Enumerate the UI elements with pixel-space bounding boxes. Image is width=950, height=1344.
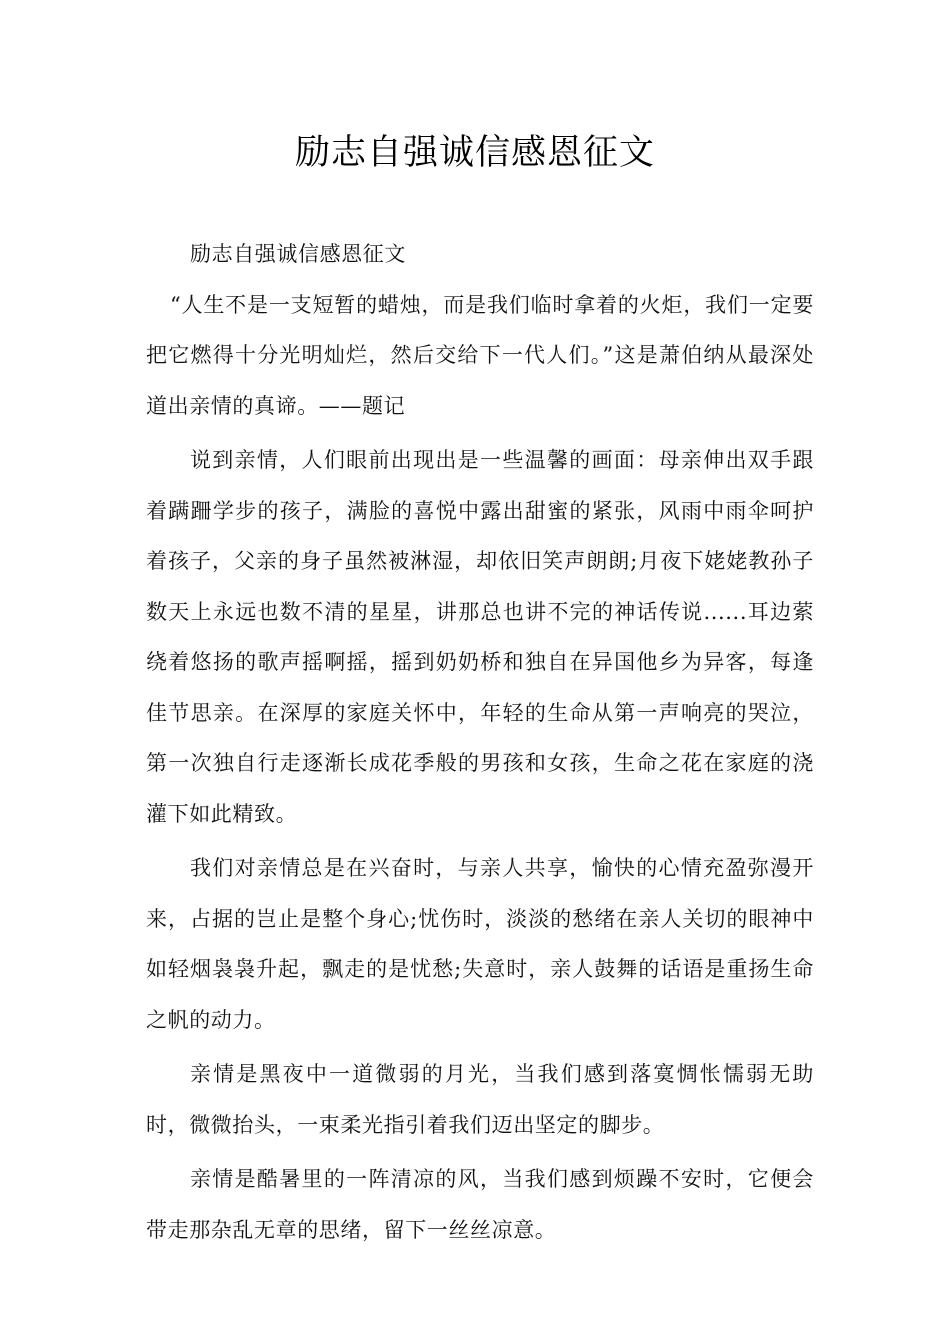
paragraph-epigraph: “人生不是一支短暂的蜡烛，而是我们临时拿着的火炬，我们一定要把它燃得十分光明灿烂，然后交给下一代人们。”这是萧伯纳从最深处道出亲情的真谛。——题记 — [146, 292, 814, 418]
paragraph-subtitle: 励志自强诚信感恩征文 — [190, 242, 406, 266]
document-title: 励志自强诚信感恩征文 — [294, 133, 655, 173]
paragraph-sharing-emotions: 我们对亲情总是在兴奋时，与亲人共享，愉快的心情充盈弥漫开来，占据的岂止是整个身心;忧伤时，淡淡的愁绪在亲人关切的眼神中如轻烟袅袅升起，飘走的是忧愁;失意时，亲人鼓舞的话语是重扬生命之帆的动力。 — [146, 856, 814, 1032]
paragraph-moonlight: 亲情是黑夜中一道微弱的月光，当我们感到落寞惆怅懦弱无助时，微微抬头，一束柔光指引着我们迈出坚定的脚步。 — [146, 1062, 814, 1137]
paragraph-family-scenes: 说到亲情，人们眼前出现出是一些温馨的画面：母亲伸出双手跟着蹒跚学步的孩子，满脸的喜悦中露出甜蜜的紧张，风雨中雨伞呵护着孩子，父亲的身子虽然被淋湿，却依旧笑声朗朗;月夜下姥姥教孙子数天上永远也数不清的星星，讲那总也讲不完的神话传说......耳边萦绕着悠扬的歌声摇啊摇，摇到奶奶桥和独自在异国他乡为异客，每逢佳节思亲。在深厚的家庭关怀中，年轻的生命从第一声响亮的哭泣，第一次独自行走逐渐长成花季般的男孩和女孩，生命之花在家庭的浇灌下如此精致。 — [146, 448, 814, 826]
paragraph-cool-breeze: 亲情是酷暑里的一阵清凉的风，当我们感到烦躁不安时，它便会带走那杂乱无章的思绪，留下一丝丝凉意。 — [146, 1167, 814, 1242]
document-body — [146, 229, 814, 1259]
